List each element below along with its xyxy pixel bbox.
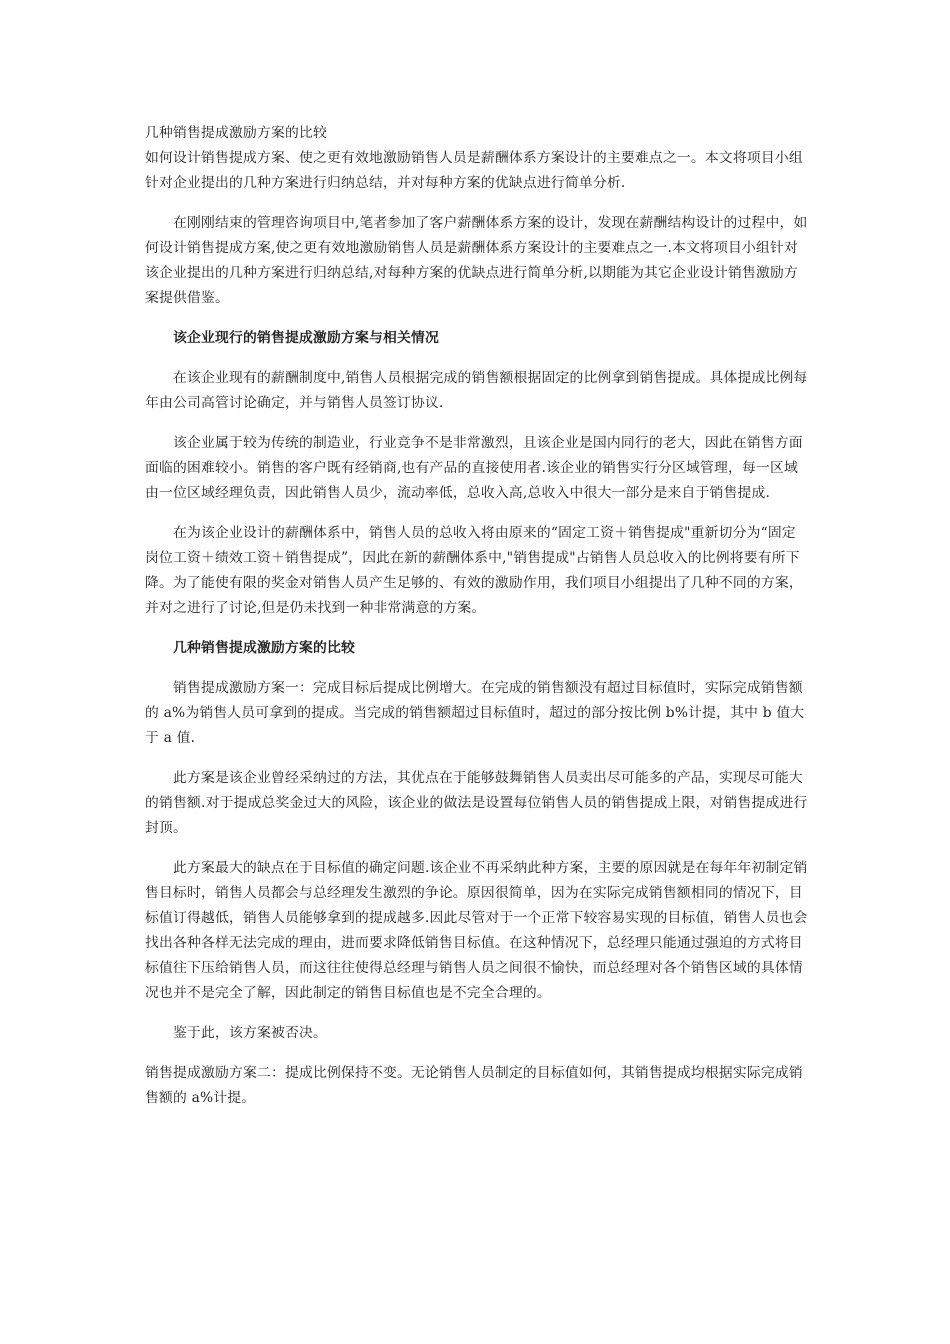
document-title: 几种销售提成激励方案的比较: [145, 125, 327, 141]
body-paragraph-5: 销售提成激励方案一：完成目标后提成比例增大。在完成的销售额没有超过目标值时，实际完成销售额的 a%为销售人员可拿到的提成。当完成的销售额超过目标值时，超过的部分按比例 b%计提，其中 b 值大于 a 值.: [145, 680, 805, 746]
body-paragraph-7: 此方案最大的缺点在于目标值的确定问题.该企业不再采纳此种方案，主要的原因就是在每年年初制定销售目标时，销售人员都会与总经理发生激烈的争论。原因很简单，因为在实际完成销售额相同的情况下，目标值订得越低，销售人员能够拿到的提成越多.因此尽管对于一个正常下较容易实现的目标值，销售人员也会找出各种各样无法完成的理由，进而要求降低销售目标值。在这种情况下，总经理只能通过强迫的方式将目标值往下压给销售人员，而这往往使得总经理与销售人员之间很不愉快，而总经理对各个销售区域的具体情况也并不是完全了解，因此制定的销售目标值也是不完全合理的。: [145, 860, 808, 1001]
body-paragraph-3: 该企业属于较为传统的制造业，行业竞争不是非常激烈，且该企业是国内同行的老大，因此在销售方面面临的困难较小。销售的客户既有经销商,也有产品的直接使用者.该企业的销售实行分区域管理，每一区域由一位区域经理负责，因此销售人员少，流动率低，总收入高,总收入中很大一部分是来自于销售提成.: [145, 435, 803, 501]
section-heading-current-scheme: 该企业现行的销售提成激励方案与相关情况: [173, 330, 439, 346]
intro-paragraph: 如何设计销售提成方案、使之更有效地激励销售人员是薪酬体系方案设计的主要难点之一。本文将项目小组针对企业提出的几种方案进行归纳总结，并对每种方案的优缺点进行简单分析.: [145, 150, 803, 191]
document-body: [145, 121, 809, 1111]
section-heading-comparison: 几种销售提成激励方案的比较: [173, 640, 355, 656]
body-paragraph-4: 在为该企业设计的薪酬体系中，销售人员的总收入将由原来的“固定工资＋销售提成"重新切分为“固定岗位工资＋绩效工资＋销售提成”，因此在新的薪酬体系中,"销售提成"占销售人员总收入的比例将要有所下降。为了能使有限的奖金对销售人员产生足够的、有效的激励作用，我们项目小组提出了几种不同的方案，并对之进行了讨论,但是仍未找到一种非常满意的方案。: [145, 525, 803, 616]
body-paragraph-1: 在刚刚结束的管理咨询项目中,笔者参加了客户薪酬体系方案的设计，发现在薪酬结构设计的过程中，如何设计销售提成方案,使之更有效地激励销售人员是薪酬体系方案设计的主要难点之一.本文将项目小组针对该企业提出的几种方案进行归纳总结,对每种方案的优缺点进行简单分析,以期能为其它企业设计销售激励方案提供借鉴。: [145, 215, 808, 306]
body-paragraph-2: 在该企业现有的薪酬制度中,销售人员根据完成的销售额根据固定的比例拿到销售提成。具体提成比例每年由公司高管讨论确定，并与销售人员签订协议.: [145, 370, 808, 411]
body-paragraph-6: 此方案是该企业曾经采纳过的方法，其优点在于能够鼓舞销售人员卖出尽可能多的产品，实现尽可能大的销售额.对于提成总奖金过大的风险，该企业的做法是设置每位销售人员的销售提成上限，对销售提成进行封顶。: [145, 770, 808, 836]
body-paragraph-8: 鉴于此，该方案被否决。: [173, 1025, 327, 1041]
body-paragraph-9: 销售提成激励方案二：提成比例保持不变。无论销售人员制定的目标值如何，其销售提成均根据实际完成销售额的 a%计提。: [145, 1065, 803, 1106]
